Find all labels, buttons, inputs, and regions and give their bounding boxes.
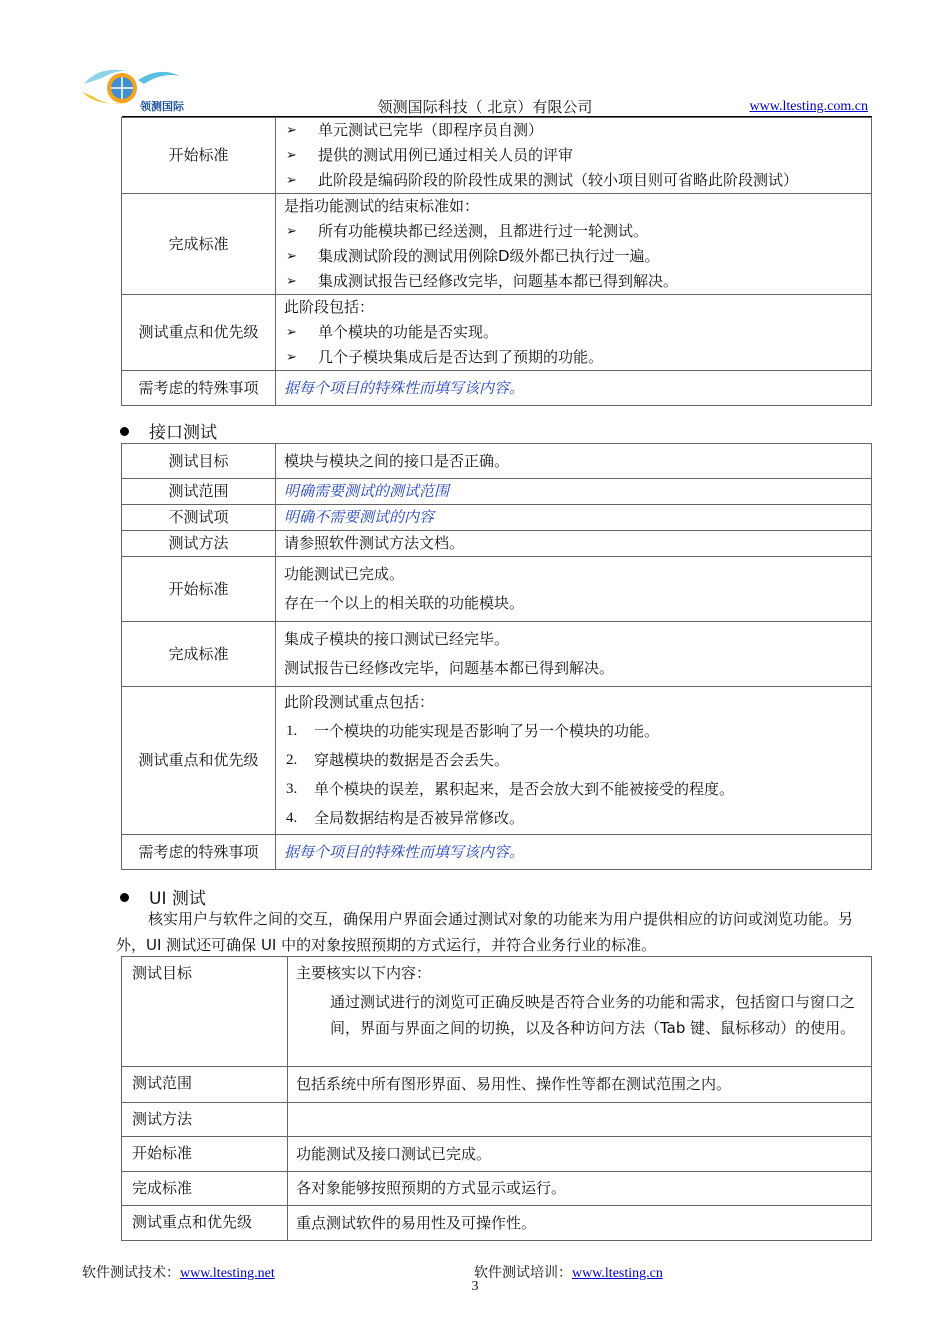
table-row bbox=[122, 1172, 872, 1206]
svg-text:领测国际: 领测国际 bbox=[140, 100, 184, 113]
table-row bbox=[122, 505, 872, 531]
row-content bbox=[276, 194, 872, 295]
table-row bbox=[122, 479, 872, 505]
row-content: 明确需要测试的测试范围 bbox=[276, 479, 872, 505]
row-intro: 是指功能测试的结束标准如： bbox=[284, 197, 480, 215]
row-label: 测试重点和优先级 bbox=[122, 295, 276, 371]
footer-link-training[interactable]: www.ltesting.cn bbox=[572, 1266, 663, 1281]
row-content: 据每个项目的特殊性而填写该内容。 bbox=[276, 371, 872, 406]
table-row bbox=[122, 194, 872, 295]
header-website-link[interactable]: www.ltesting.com.cn bbox=[749, 99, 868, 114]
row-label: 开始标准 bbox=[122, 118, 276, 194]
list-item: ➢ 提供的测试用例已通过相关人员的评审 bbox=[284, 143, 863, 168]
section-heading-interface-test bbox=[120, 418, 217, 443]
row-label: 完成标准 bbox=[122, 194, 276, 295]
footer-link-tech[interactable]: www.ltesting.net bbox=[180, 1266, 275, 1281]
table-row bbox=[122, 371, 872, 406]
table-row bbox=[122, 1206, 872, 1241]
table-row bbox=[122, 957, 872, 1067]
page-number: 3 bbox=[471, 1279, 479, 1294]
row-content: 据每个项目的特殊性而填写该内容。 bbox=[276, 835, 872, 870]
table-row bbox=[122, 295, 872, 371]
row-content: 各对象能够按照预期的方式显示或运行。 bbox=[288, 1172, 872, 1206]
footer-left bbox=[82, 1262, 275, 1282]
list-item: ➢ 单个模块的功能是否实现。 bbox=[284, 320, 863, 345]
row-label: 测试重点和优先级 bbox=[122, 1206, 288, 1241]
list-item: ➢ 集成测试阶段的测试用例除D级外都已执行过一遍。 bbox=[284, 244, 863, 269]
ui-test-table bbox=[121, 956, 872, 1241]
footer-right bbox=[474, 1262, 663, 1282]
row-label: 需考虑的特殊事项 bbox=[122, 371, 276, 406]
table-row bbox=[122, 531, 872, 557]
row-intro: 此阶段测试重点包括： bbox=[284, 693, 435, 711]
table-row bbox=[122, 444, 872, 479]
list-item bbox=[284, 775, 863, 804]
row-label: 测试目标 bbox=[122, 957, 288, 1067]
section-title: 接口测试 bbox=[149, 423, 217, 443]
row-detail: 通过测试进行的浏览可正确反映是否符合业务的功能和需求，包括窗口与窗口之间，界面与界面之间的切换，以及各种访问方法（Tab 键、鼠标移动）的使用。 bbox=[330, 993, 856, 1037]
row-line: 测试报告已经修改完毕，问题基本都已得到解决。 bbox=[284, 659, 615, 677]
list-item: ➢ 所有功能模块都已经送测，且都进行过一轮测试。 bbox=[284, 219, 863, 244]
list-item bbox=[284, 717, 863, 746]
table-row bbox=[122, 687, 872, 835]
table-row bbox=[122, 1103, 872, 1137]
row-label: 测试范围 bbox=[122, 479, 276, 505]
row-label: 需考虑的特殊事项 bbox=[122, 835, 276, 870]
row-intro: 主要核实以下内容： bbox=[296, 964, 432, 982]
function-test-table bbox=[121, 117, 872, 406]
bullet-icon bbox=[120, 893, 129, 902]
footer-label: 软件测试技术： bbox=[82, 1266, 180, 1281]
row-label: 测试重点和优先级 bbox=[122, 687, 276, 835]
list-item: ➢ 集成测试报告已经修改完毕，问题基本都已得到解决。 bbox=[284, 269, 863, 294]
row-label: 完成标准 bbox=[122, 622, 276, 687]
list-text: 单个模块的误差，累积起来，是否会放大到不能被接受的程度。 bbox=[314, 780, 735, 798]
company-logo bbox=[80, 62, 198, 114]
list-item: ➢ 单元测试已完毕（即程序员自测） bbox=[284, 118, 863, 143]
list-number: 3. bbox=[286, 781, 298, 797]
table-row bbox=[122, 557, 872, 622]
table-row bbox=[122, 622, 872, 687]
row-label: 开始标准 bbox=[122, 557, 276, 622]
row-content: 明确不需要测试的内容 bbox=[276, 505, 872, 531]
row-content: 功能测试及接口测试已完成。 bbox=[288, 1137, 872, 1172]
row-content bbox=[276, 557, 872, 622]
table-row bbox=[122, 1137, 872, 1172]
list-item: ➢ 此阶段是编码阶段的阶段性成果的测试（较小项目则可省略此阶段测试） bbox=[284, 168, 863, 193]
company-name: 领测国际科技（ 北京）有限公司 bbox=[377, 98, 593, 116]
list-number: 2. bbox=[286, 752, 298, 768]
row-intro: 此阶段包括： bbox=[284, 298, 375, 316]
row-content: 请参照软件测试方法文档。 bbox=[276, 531, 872, 557]
row-content: 模块与模块之间的接口是否正确。 bbox=[276, 444, 872, 479]
section-title: UI 测试 bbox=[149, 889, 206, 909]
bullet-icon bbox=[120, 427, 129, 436]
row-content bbox=[288, 957, 872, 1067]
list-item bbox=[284, 804, 863, 833]
row-label: 开始标准 bbox=[122, 1137, 288, 1172]
row-content bbox=[288, 1103, 872, 1137]
list-item: ➢ 几个子模块集成后是否达到了预期的功能。 bbox=[284, 345, 863, 370]
interface-test-table bbox=[121, 443, 872, 870]
table-row bbox=[122, 118, 872, 194]
row-label: 测试范围 bbox=[122, 1067, 288, 1103]
row-content bbox=[276, 295, 872, 371]
list-number: 4. bbox=[286, 810, 298, 826]
section-paragraph: 核实用户与软件之间的交互，确保用户界面会通过测试对象的功能来为用户提供相应的访问或浏览功能。另外，UI 测试还可确保 UI 中的对象按照预期的方式运行，并符合业务行业的标准。 bbox=[116, 910, 854, 954]
list-text: 穿越模块的数据是否会丢失。 bbox=[314, 751, 510, 769]
row-content bbox=[276, 687, 872, 835]
row-label: 测试方法 bbox=[122, 531, 276, 557]
row-line: 存在一个以上的相关联的功能模块。 bbox=[284, 594, 525, 612]
row-label: 完成标准 bbox=[122, 1172, 288, 1206]
footer-label: 软件测试培训： bbox=[474, 1266, 572, 1281]
list-item bbox=[284, 746, 863, 775]
row-label: 不测试项 bbox=[122, 505, 276, 531]
row-content bbox=[276, 118, 872, 194]
row-content bbox=[276, 622, 872, 687]
table-row bbox=[122, 835, 872, 870]
row-content: 重点测试软件的易用性及可操作性。 bbox=[288, 1206, 872, 1241]
row-content: 包括系统中所有图形界面、易用性、操作性等都在测试范围之内。 bbox=[288, 1067, 872, 1103]
table-row bbox=[122, 1067, 872, 1103]
list-text: 全局数据结构是否被异常修改。 bbox=[314, 809, 525, 827]
row-line: 集成子模块的接口测试已经完毕。 bbox=[284, 630, 510, 648]
list-text: 一个模块的功能实现是否影响了另一个模块的功能。 bbox=[314, 722, 660, 740]
list-number: 1. bbox=[286, 723, 298, 739]
row-label: 测试方法 bbox=[122, 1103, 288, 1137]
row-line: 功能测试已完成。 bbox=[284, 565, 405, 583]
row-label: 测试目标 bbox=[122, 444, 276, 479]
